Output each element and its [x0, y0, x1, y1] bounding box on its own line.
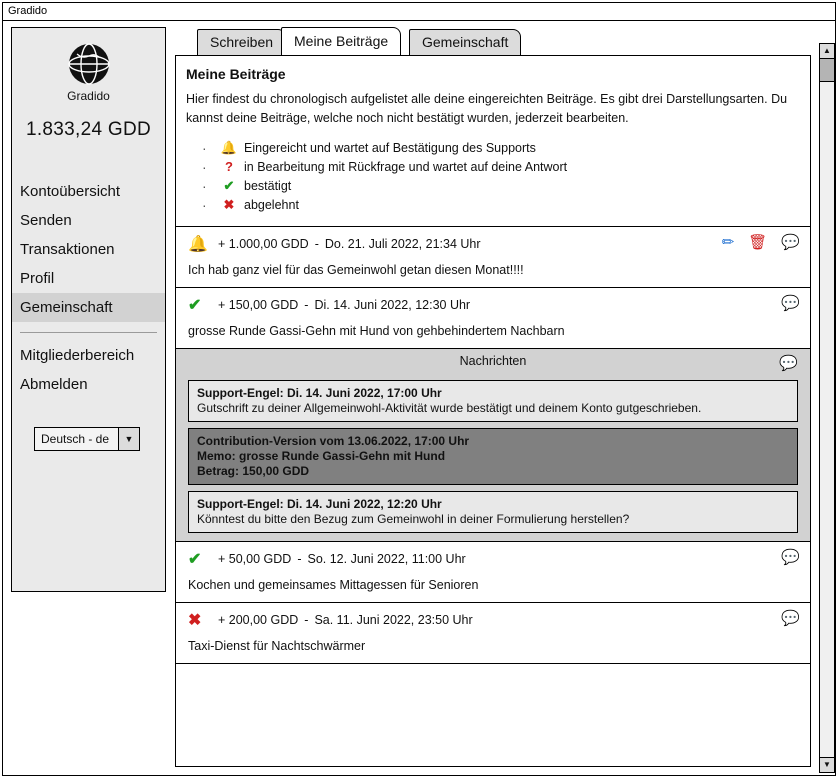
contribution-entry — [176, 226, 810, 287]
legend-item — [202, 176, 810, 195]
sidebar-item-mitgliederbereich[interactable]: Mitgliederbereich — [20, 347, 135, 364]
entry-header — [176, 542, 810, 576]
bullet-icon: · — [202, 158, 207, 175]
entry-date: So. 12. Juni 2022, 11:00 Uhr — [307, 552, 466, 566]
bullet-icon: · — [202, 196, 207, 213]
entry-text: Kochen und gemeinsames Mittagessen für Senioren — [188, 578, 479, 592]
messages-icon[interactable]: 💬 — [781, 549, 800, 566]
contribution-entry — [176, 602, 810, 663]
sidebar-item-gemeinschaft[interactable]: Gemeinschaft — [12, 293, 165, 322]
entry-amount: + 50,00 GDD — [218, 552, 292, 566]
globe-icon — [67, 42, 111, 86]
messages-icon[interactable]: 💬 — [781, 295, 800, 312]
scrollbar-thumb[interactable] — [820, 59, 834, 82]
tab-schreiben[interactable]: Schreiben — [197, 29, 286, 55]
page-title: Meine Beiträge — [186, 66, 286, 82]
entry-amount: + 200,00 GDD — [218, 613, 299, 627]
entry-actions — [781, 609, 800, 627]
sidebar-item-transaktionen[interactable]: Transaktionen — [20, 241, 115, 258]
legend-item — [202, 157, 810, 176]
page-intro: Hier findest du chronologisch aufgelistet alle deine eingereichten Beiträge. Es gibt drei Darstellungsarten. Du kannst deine Beiträge, welche noch nicht bestätigt wurden, jederzeit bearbeiten. — [186, 92, 788, 125]
cross-icon: ✖ — [223, 196, 235, 212]
delete-icon[interactable]: 🗑 — [748, 234, 768, 251]
entry-header — [176, 603, 810, 637]
sidebar — [11, 27, 166, 592]
legend-item — [202, 138, 810, 157]
entry-separator: - — [304, 298, 309, 312]
tab-meine-beitraege[interactable]: Meine Beiträge — [281, 27, 401, 55]
entry-text: grosse Runde Gassi-Gehn mit Hund von gehbehindertem Nachbarn — [188, 324, 565, 338]
check-icon: ✔ — [223, 177, 235, 193]
message-item — [188, 491, 798, 533]
bullet-icon: · — [202, 139, 207, 156]
entry-date: Di. 14. Juni 2022, 12:30 Uhr — [314, 298, 471, 312]
entry-actions — [722, 233, 800, 251]
scroll-up-icon[interactable]: ▲ — [820, 44, 834, 59]
messages-icon[interactable]: 💬 — [781, 610, 800, 627]
message-author-date: Support-Engel: Di. 14. Juni 2022, 17:00 Uhr — [197, 386, 442, 400]
list-end-divider — [176, 663, 810, 665]
messages-header-label: Nachrichten — [459, 354, 527, 368]
legend-label: bestätigt — [244, 178, 292, 193]
logo-label: Gradido — [67, 89, 110, 103]
message-amount: Betrag: 150,00 GDD — [197, 464, 310, 478]
entry-amount: + 1.000,00 GDD — [218, 237, 309, 251]
legend-label: Eingereicht und wartet auf Bestätigung des Supports — [244, 140, 536, 155]
cross-icon: ✖ — [188, 612, 202, 629]
chevron-down-icon[interactable]: ▼ — [118, 428, 139, 450]
sidebar-item-senden[interactable]: Senden — [20, 212, 72, 229]
message-item — [188, 428, 798, 485]
entry-actions — [781, 548, 800, 566]
entry-amount: + 150,00 GDD — [218, 298, 299, 312]
legend-label: in Bearbeitung mit Rückfrage und wartet auf deine Antwort — [244, 159, 568, 174]
messages-list — [176, 374, 810, 541]
contribution-entry — [176, 541, 810, 602]
window-titlebar — [3, 3, 835, 21]
entry-separator: - — [297, 552, 302, 566]
tab-gemeinschaft[interactable]: Gemeinschaft — [409, 29, 521, 55]
messages-icon[interactable]: 💬 — [779, 355, 798, 372]
bell-icon: 🔔 — [220, 139, 238, 155]
entry-separator: - — [314, 237, 319, 251]
sidebar-nav — [12, 177, 165, 399]
language-select[interactable] — [34, 427, 140, 451]
balance-amount: 1.833,24 GDD — [25, 119, 152, 140]
messages-header[interactable] — [176, 348, 810, 374]
bullet-icon: · — [202, 177, 207, 194]
question-icon: ? — [225, 159, 233, 174]
entry-date: Do. 21. Juli 2022, 21:34 Uhr — [324, 237, 481, 251]
entry-text: Ich hab ganz viel für das Gemeinwohl getan diesen Monat!!!! — [188, 263, 524, 277]
bell-icon: 🔔 — [188, 236, 208, 253]
application-window — [2, 2, 836, 776]
status-legend — [202, 138, 810, 214]
entry-date: Sa. 11. Juni 2022, 23:50 Uhr — [314, 613, 473, 627]
messages-icon[interactable]: 💬 — [781, 234, 800, 251]
window-title: Gradido — [8, 5, 48, 17]
message-text: Gutschrift zu deiner Allgemeinwohl-Aktivität wurde bestätigt und deinem Konto gutgeschrieben. — [197, 401, 702, 415]
window-body — [3, 21, 835, 775]
check-icon: ✔ — [188, 551, 202, 568]
contributions-panel — [175, 55, 811, 767]
check-icon: ✔ — [188, 297, 202, 314]
sidebar-divider — [20, 332, 157, 333]
entry-header — [176, 227, 810, 261]
message-text: Könntest du bitte den Bezug zum Gemeinwohl in deiner Formulierung herstellen? — [197, 512, 630, 526]
entry-separator: - — [304, 613, 309, 627]
message-version-title: Contribution-Version vom 13.06.2022, 17:00 Uhr — [197, 434, 470, 448]
main-content — [175, 27, 829, 772]
sidebar-item-abmelden[interactable]: Abmelden — [20, 376, 88, 393]
entry-text: Taxi-Dienst für Nachtschwärmer — [188, 639, 366, 653]
sidebar-item-profil[interactable]: Profil — [20, 270, 55, 287]
message-author-date: Support-Engel: Di. 14. Juni 2022, 12:20 Uhr — [197, 497, 442, 511]
message-memo: Memo: grosse Runde Gassi-Gehn mit Hund — [197, 449, 446, 463]
entry-actions — [781, 294, 800, 312]
legend-item — [202, 195, 810, 214]
entry-header — [176, 288, 810, 322]
vertical-scrollbar[interactable] — [819, 43, 835, 773]
tab-bar — [197, 27, 829, 55]
contribution-entry — [176, 287, 810, 541]
message-item — [188, 380, 798, 422]
edit-icon[interactable]: ✏ — [721, 234, 735, 251]
scroll-down-icon[interactable]: ▼ — [820, 757, 834, 772]
legend-label: abgelehnt — [244, 197, 299, 212]
sidebar-item-kontouebersicht[interactable]: Kontoübersicht — [20, 183, 121, 200]
sidebar-logo — [12, 28, 165, 103]
language-value: Deutsch - de — [41, 432, 110, 446]
